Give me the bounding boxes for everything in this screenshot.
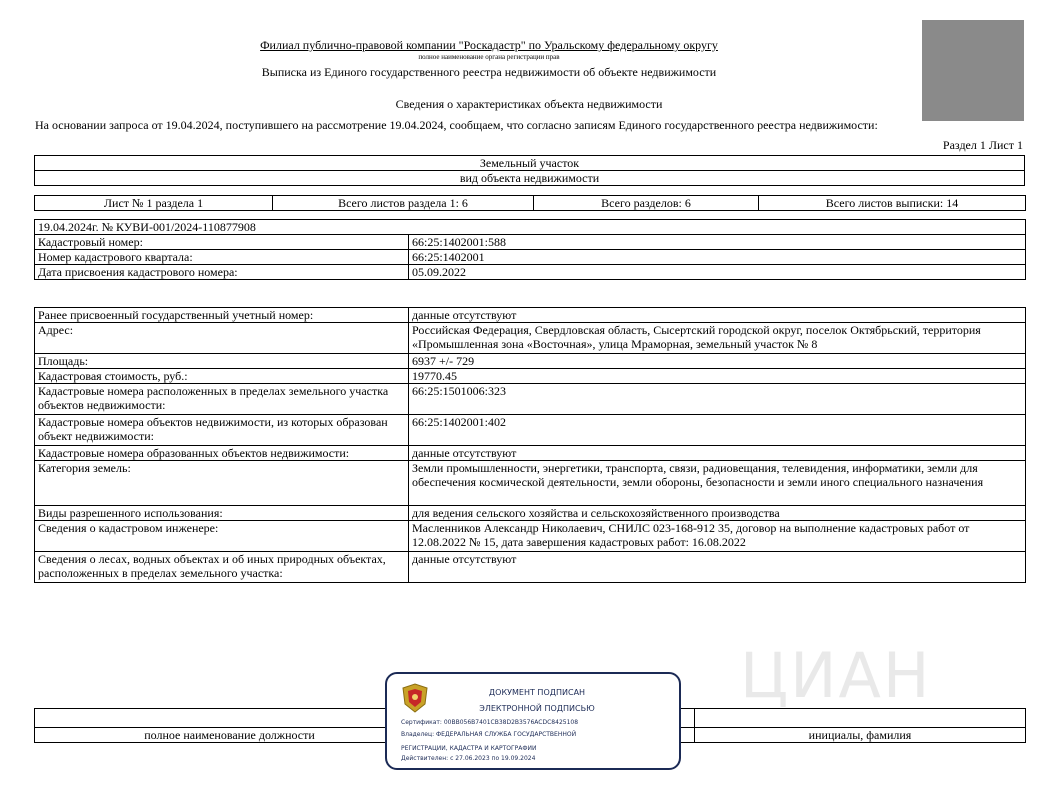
extract-date-number: 19.04.2024г. № КУВИ-001/2024-110877908 xyxy=(35,220,1026,235)
table-row xyxy=(35,235,1026,250)
total-extract-sheets: Всего листов выписки: 14 xyxy=(759,196,1026,211)
table-row xyxy=(35,446,1026,461)
row-label: Кадастровые номера образованных объектов недвижимости: xyxy=(35,446,409,461)
org-caption: полное наименование органа регистрации прав xyxy=(418,53,560,61)
table-row xyxy=(35,552,1026,583)
row-value: 6937 +/- 729 xyxy=(409,354,1026,369)
row-value: 66:25:1402001:402 xyxy=(409,415,1026,446)
total-sections: Всего разделов: 6 xyxy=(534,196,759,211)
table-row xyxy=(35,369,1026,384)
watermark-logo: ЦИАН xyxy=(740,639,932,712)
name-caption: инициалы, фамилия xyxy=(695,728,1026,743)
object-type-table xyxy=(34,155,1025,186)
row-value: данные отсутствуют xyxy=(409,446,1026,461)
table-row xyxy=(35,415,1026,446)
table-row xyxy=(35,250,1026,265)
ident-table xyxy=(34,219,1026,280)
position-cell xyxy=(35,709,425,728)
sheet-number: Лист № 1 раздела 1 xyxy=(35,196,273,211)
org-name: Филиал публично-правовой компании "Роскадастр" по Уральскому федеральному округу xyxy=(260,38,718,52)
table-row xyxy=(35,506,1026,521)
table-row xyxy=(35,354,1026,369)
stamp-title-line2: ЭЛЕКТРОННОЙ ПОДПИСЬЮ xyxy=(479,704,595,713)
intro-text: На основании запроса от 19.04.2024, поступившего на рассмотрение 19.04.2024, сообщаем, что согласно записям Единого государственного реестра недвижимости: xyxy=(35,118,878,132)
row-label: Дата присвоения кадастрового номера: xyxy=(35,265,409,280)
table-row xyxy=(35,384,1026,415)
row-value: 05.09.2022 xyxy=(409,265,1026,280)
row-value: данные отсутствуют xyxy=(409,552,1026,583)
object-type-caption: вид объекта недвижимости xyxy=(35,171,1025,186)
table-row xyxy=(35,521,1026,552)
table-row xyxy=(35,323,1026,354)
table-row xyxy=(35,308,1026,323)
row-value: для ведения сельского хозяйства и сельскохозяйственного производства xyxy=(409,506,1026,521)
row-value: Масленников Александр Николаевич, СНИЛС 023-168-912 35, договор на выполнение кадастровых работ от 12.08.2022 № 15, дата завершения кадастровых работ: 16.08.2022 xyxy=(409,521,1026,552)
row-value: 66:25:1501006:323 xyxy=(409,384,1026,415)
position-caption: полное наименование должности xyxy=(35,728,425,743)
details-table xyxy=(34,307,1026,583)
doc-title: Выписка из Единого государственного реестра недвижимости об объекте недвижимости xyxy=(261,65,717,79)
object-type: Земельный участок xyxy=(35,156,1025,171)
stamp-validity: Действителен: с 27.06.2023 по 19.09.2024 xyxy=(401,755,536,762)
name-cell xyxy=(695,709,1026,728)
row-label: Виды разрешенного использования: xyxy=(35,506,409,521)
row-label: Сведения о лесах, водных объектах и об иных природных объектах, расположенных в пределах земельного участка: xyxy=(35,552,409,583)
row-label: Кадастровые номера объектов недвижимости, из которых образован объект недвижимости: xyxy=(35,415,409,446)
row-value: Российская Федерация, Свердловская область, Сысертский городской округ, поселок Октябрьский, территория «Промышленная зона «Восточная», улица Мраморная, земельный участок № 8 xyxy=(409,323,1026,354)
sheets-table xyxy=(34,195,1026,211)
row-value: 66:25:1402001 xyxy=(409,250,1026,265)
row-label: Кадастровые номера расположенных в пределах земельного участка объектов недвижимости: xyxy=(35,384,409,415)
table-row xyxy=(35,461,1026,506)
row-label: Ранее присвоенный государственный учетный номер: xyxy=(35,308,409,323)
row-label: Номер кадастрового квартала: xyxy=(35,250,409,265)
row-label: Кадастровый номер: xyxy=(35,235,409,250)
section-title: Сведения о характеристиках объекта недвижимости xyxy=(395,97,663,111)
stamp-owner-line1: Владелец: ФЕДЕРАЛЬНАЯ СЛУЖБА ГОСУДАРСТВЕННОЙ xyxy=(401,731,577,738)
section-sheet-label: Раздел 1 Лист 1 xyxy=(942,138,1023,152)
stamp-owner-line2: РЕГИСТРАЦИИ, КАДАСТРА И КАРТОГРАФИИ xyxy=(401,745,537,752)
stamp-certificate: Сертификат: 00BB056B7401CB38D2B3576ACDC8425108 xyxy=(401,719,579,726)
row-label: Сведения о кадастровом инженере: xyxy=(35,521,409,552)
row-value: данные отсутствуют xyxy=(409,308,1026,323)
coat-of-arms-icon xyxy=(401,682,429,714)
row-value: 66:25:1402001:588 xyxy=(409,235,1026,250)
row-label: Площадь: xyxy=(35,354,409,369)
row-value: Земли промышленности, энергетики, транспорта, связи, радиовещания, телевидения, информатики, земли для обеспечения космической деятельности, земли обороны, безопасности и земли иного специального назначения xyxy=(409,461,1026,506)
row-label: Кадастровая стоимость, руб.: xyxy=(35,369,409,384)
row-label: Категория земель: xyxy=(35,461,409,506)
row-value: 19770.45 xyxy=(409,369,1026,384)
total-section-sheets: Всего листов раздела 1: 6 xyxy=(273,196,534,211)
row-label: Адрес: xyxy=(35,323,409,354)
table-row xyxy=(35,265,1026,280)
stamp-title-line1: ДОКУМЕНТ ПОДПИСАН xyxy=(488,688,586,697)
electronic-signature-stamp xyxy=(385,672,681,770)
